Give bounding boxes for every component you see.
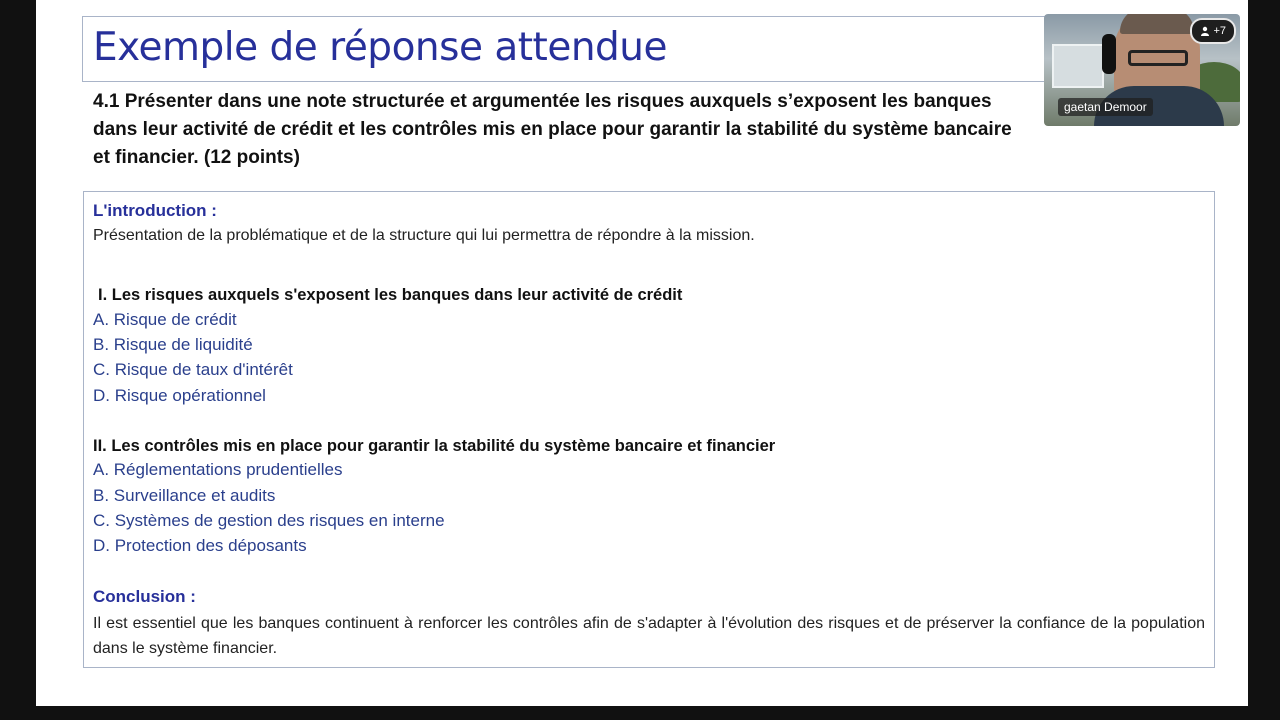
section2-item: A. Réglementations prudentielles bbox=[93, 460, 343, 479]
question-text bbox=[93, 88, 1193, 172]
section1-item: B. Risque de liquidité bbox=[93, 335, 253, 354]
intro-label: L'introduction : bbox=[93, 201, 217, 220]
conclusion-label: Conclusion : bbox=[93, 587, 196, 606]
section2-item: B. Surveillance et audits bbox=[93, 486, 276, 505]
participants-button[interactable] bbox=[1190, 18, 1236, 44]
question-line: dans leur activité de crédit et les contrôles mis en place pour garantir la stabilité du système bancaire bbox=[93, 119, 1012, 140]
conclusion-text: Il est essentiel que les banques continuent à renforcer les contrôles afin de s'adapter à l'évolution des risques et de préserver la confiance de la population dans le système financier. bbox=[93, 615, 1205, 657]
question-line: 4.1 Présenter dans une note structurée et argumentée les risques auxquels s’exposent les banques bbox=[93, 91, 992, 112]
headset bbox=[1102, 34, 1116, 74]
section2-heading: II. Les contrôles mis en place pour garantir la stabilité du système bancaire et financier bbox=[93, 437, 776, 455]
section2-item: C. Systèmes de gestion des risques en interne bbox=[93, 511, 445, 530]
participant-name: gaetan Demoor bbox=[1058, 98, 1153, 116]
glasses bbox=[1128, 50, 1188, 66]
participant-video-tile[interactable] bbox=[1044, 14, 1240, 126]
title-box bbox=[82, 16, 1082, 82]
background-window bbox=[1052, 44, 1104, 88]
question-line: et financier. (12 points) bbox=[93, 147, 300, 168]
answer-box bbox=[83, 191, 1215, 668]
section2-item: D. Protection des déposants bbox=[93, 536, 307, 555]
person-icon bbox=[1200, 26, 1210, 36]
slide-title: Exemple de réponse attendue bbox=[93, 25, 668, 70]
section1-heading: I. Les risques auxquels s'exposent les banques dans leur activité de crédit bbox=[98, 286, 683, 304]
participant-avatar bbox=[1114, 14, 1200, 108]
section1-item: A. Risque de crédit bbox=[93, 310, 237, 329]
section1-item: D. Risque opérationnel bbox=[93, 386, 266, 405]
participants-count: +7 bbox=[1213, 25, 1226, 37]
intro-text: Présentation de la problématique et de la structure qui lui permettra de répondre à la mission. bbox=[93, 227, 755, 244]
section1-item: C. Risque de taux d'intérêt bbox=[93, 360, 293, 379]
